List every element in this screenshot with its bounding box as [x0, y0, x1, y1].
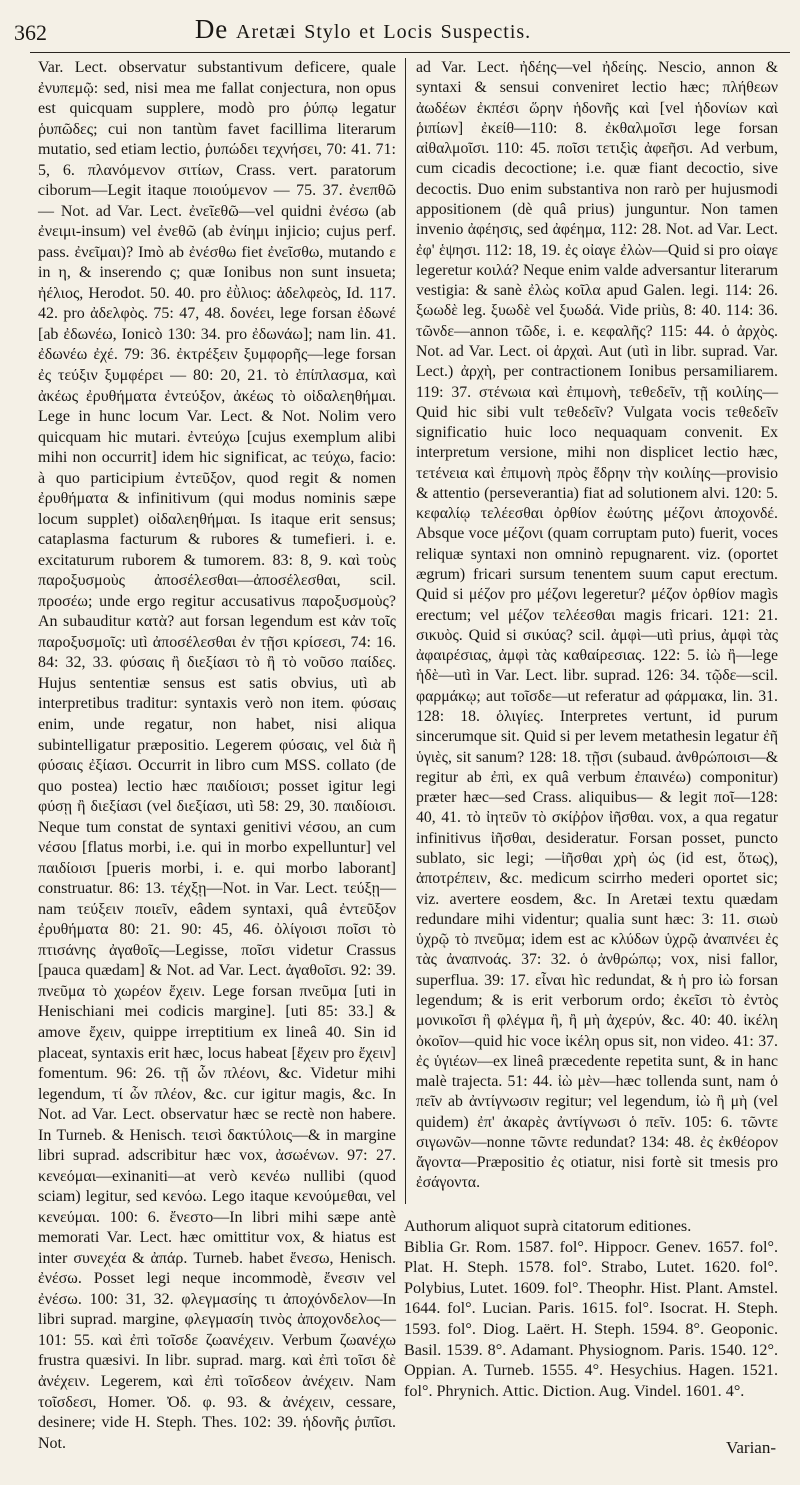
editions-list: Biblia Gr. Rom. 1587. fol°. Hippocr. Genev. 1657. fol°. Plat. H. Steph. 1578. fol°. Strabo, Lutet. 1620. fol°. Polybius, Lutet. 1609. fol°. Theophr. Hist. Plant. Amstel. 1644. fol°. Lucian. Paris. 1615. fol°. Isocrat. H. Steph. 1593. fol°. Diog. Laërt. H. Steph. 1594. 8°. Geoponic. Basil. 1539. 8°. Adamant. Physiognom. Paris. 1540. 12°. Oppian. A. Turneb. 1555. 4°. Hesychius. Hagen. 1521. fol°. Phrynich. Attic. Diction. Aug. Vindel. 1601. 4°. — [404, 1237, 778, 1400]
title-word: Aretæi — [236, 21, 297, 43]
column-divider — [405, 58, 406, 1204]
page-number: 362 — [14, 20, 47, 45]
left-column — [38, 58, 396, 1454]
title-word: Suspectis. — [440, 21, 532, 43]
header-rule — [30, 52, 790, 53]
running-head — [58, 14, 668, 45]
right-column — [416, 58, 778, 1194]
title-word: et — [359, 21, 376, 43]
catchword: Varian- — [725, 1438, 776, 1457]
title-word: Locis — [383, 21, 433, 43]
editions-heading: Authorum aliquot suprà citatorum editiones. — [404, 1217, 692, 1235]
title-word: Stylo — [304, 21, 352, 43]
editions-section — [404, 1216, 778, 1401]
left-column-text: Var. Lect. observatur substantivum deficere, quale ἐνυπεμῷ: sed, nisi mea me fallat conjectura, non opus est quicquam supplere, modò pro ῥύπῳ legatur ῥυπῶδες; cui non tantùm favet facillima literarum mutatio, sed etiam lectio, ῥυπώδει τεχνήσει, 70: 41. 71: 5, 6. πλανόμενον σιτίων, Crass. vert. paratorum ciborum—Legit itaque ποιούμενον — 75. 37. ἐνεπθῶ — Not. ad Var. Lect. ἐνεῖεθῶ—vel quidni ἐνέσω (ab ἐνειμι-insum) vel ἐνεθῶ (ab ἐνίημι injicio; cujus perf. pass. ἐνεῖμαι)? Imò ab ἐνέσθω fiet ἐνεῖσθω, mutando ε in η, & inserendo ς; quæ Ionibus non sunt insueta; ἠέλιος, Herodot. 50. 40. pro ἐῢλιος: ἀδελφεὸς, Id. 117. 42. pro ἀδελφὸς. 75: 47, 48. δονέει, lege forsan ἐδωνέ [ab ἐδωνέω, Ionicò 130: 34. pro ἐδωνάω]; nam lin. 41. ἐδωνέω ἐχέ. 79: 36. ἐκτρέξειν ξυμφορῆς—lege forsan ἐς τεύξιν ξυμφέρει — 80: 20, 21. τὸ ἐπίπλασμα, καὶ ἀκέως ἐρυθήματα ἐντεύξον, ἀκέως τὸ οἰδαλεηθήμαι. Lege in hunc locum Var. Lect. & Not. Nolim vero quicquam hic mutari. ἐντεύχω [cujus exemplum alibi mihi non occurrit] idem hic significat, ac τεύχω, facio: à quo participium ἐντεῦξον, quod regit & nomen ἐρυθήματα & infinitivum (qui modus nominis sæpe locum supplet) οἰδαλεηθήμαι. Is itaque erit sensus; cataplasma facturum & rubores & tumefieri. i. e. excitaturum ruborem & tumorem. 83: 8, 9. καὶ τοὺς παροξυσμοὺς ἀποσέλεσθαι—ἀποσέλεσθαι, scil. προσέω; unde ergo regitur accusativus παροξυσμοὺς? An subauditur κατὰ? aut forsan legendum est κἀν τοῖς παροξυσμοῖς: utì ἀποσέλεσθαι ἐν τῇσι κρίσεσι, 74: 16. 84: 32, 33. φύσαις ἢ διεξίασι τὸ ἢ τὸ νοῦσο παίδες. Hujus sententiæ sensus est satis obvius, utì ab interpretibus traditur: syntaxis verò non item. φύσαις enim, unde regatur, non habet, nisi aliqua subintelligatur præpositio. Legerem φύσαις, vel διὰ ἢ φύσαις ἐξίασι. Occurrit in libro cum MSS. collato (de quo postea) lectio hæc παιδίοισι; posset igitur legi φύσῃ ἢ διεξίασι (vel διεξίασι, utì 58: 29, 30. παιδίοισι. Neque tum constat de syntaxi genitivi νέσου, an cum νέσου [flatus morbi, i.e. qui in morbo expelluntur] vel παιδίοισι [pueris morbi, i. e. qui morbo laborant] construatur. 86: 13. τέχξῃ—Not. in Var. Lect. τεύξῃ—nam τεύξειν ποιεῖν, eâdem syntaxi, quâ ἐντεῦξον ἐρυθήματα 80: 21. 90: 45, 46. ὀλίγοισι ποῖσι τὸ πτισάνης ἀγαθοῖς—Legisse, ποῖσι videtur Crassus [pauca quædam] & Not. ad Var. Lect. ἀγαθοῖσι. 92: 39. πνεῦμα τὸ χωρέον ἔχειν. Lege forsan πνεῦμα [uti in Henischiani mei codicis margine]. [uti 85: 33.] & amove ἔχειν, quippe irreptitium ex lineâ 40. Sin id placeat, syntaxis erit hæc, locus habeat [ἔχειν pro ἔχειν] fomentum. 96: 26. τῇ ὧν πλέονι, &c. Videtur mihi legendum, τί ὧν πλέον, &c. cur igitur magis, &c. In Not. ad Var. Lect. observatur hæc se rectè non habere. In Turneb. & Henisch. τεισὶ δακτύλοις—& in margine libri suprad. adscribitur hæc vox, ἀσωένων. 97: 27. κενεόμαι—exinaniti—at verò κενέω nullibi (quod sciam) legitur, sed κενόω. Lego itaque κενούμεθαι, vel κενεύμαι. 100: 6. ἔνεστο—In libri mihi sæpe antè memorati Var. Lect. hæc omittitur vox, & hiatus est inter συνεχέα & ἀπάρ. Turneb. habet ἔνεσω, Henisch. ἐνέσω. Posset legi neque incommodè, ἔνεσιν vel ἐνέσω. 100: 31, 32. φλεγμασίης τι ἀποχόνδελον—In libri suprad. margine, φλεγμασίη τινὸς ἀποχονδελος—101: 55. καὶ ἐπὶ τοῖσδε ζωανέχειν. Verbum ζωανέχω frustra quæsivi. In libr. suprad. marg. καὶ ἐπὶ τοῖσι δὲ ἀνέχειν. Legerem, καὶ ἐπὶ τοῖσδεον ἀνέχειν. Nam τοῖσδεσι, Homer. Ὀδ. φ. 93. & ἀνέχειν, cessare, desinere; vide H. Steph. Thes. 102: 39. ἡδονῆς ῥιπῖσι. Not. — [38, 59, 396, 1452]
title-word: De — [194, 14, 229, 44]
right-column-text: ad Var. Lect. ἠδέης—vel ἠδείης. Nescio, annon & syntaxi & sensui conveniret lectio hæc; πλήθεων ἀωδέων ἐκπέσι ὥρην ἡδονῆς καὶ [vel ἡδονίων καὶ ῥιπίων] ἐκείθ—110: 8. ἐκθαλμοῖσι lege forsan αἰθαλμοῖσι. 110: 45. ποῖσι τετιξὶς ἀφεῆσι. Ad verbum, cum cicadis decoctione; i.e. quæ fiant decoctio, sive decoctis. Duo enim substantiva non rarò per hujusmodi appositionem (dè quâ prius) junguntur. Non tamen invenio ἀφέησις, sed ἀφέημα, 112: 28. Not. ad Var. Lect. ἐφ' ἑψησι. 112: 18, 19. ἐς οἰαγε ἐλὼν—Quid si pro οἰαγε legeretur κοιλά? Neque enim valde adversantur literarum vestigia: & sanè ἐλὼς κοῖλα apud Galen. legi. 114: 26. ξωωδὲ leg. ξυωδὲ vel ξυωδά. Vide priùs, 8: 40. 114: 36. τῶνδε—annon τῶδε, i. e. κεφαλῆς? 115: 44. ὁ ἀρχὸς. Not. ad Var. Lect. οἱ ἀρχαὶ. Aut (utì in libr. suprad. Var. Lect.) ἀρχὴ, per contractionem Ionibus persamiliarem. 119: 37. στένωια καὶ ἐπιμονὴ, τεθεδεῖν, τῇ κοιλίης—Quid hic sibi vult τεθεδεῖν? Vulgata vocis τεθεδεῖν significatio huic loco nequaquam convenit. Ex interpretum versione, mihi non displicet lectio hæc, τετένεια καὶ ἐπιμονὴ πρὸς ἔδρην τὴν κοιλίης—provisio & attentio (perseverantia) fiat ad solutionem alvi. 120: 5. κεφαλίῳ τελέεσθαι ὀρθίον ἐωύτης μέζονι ἀποχονδέ. Absque voce μέζονι (quam corruptam puto) fuerit, voces reliquæ syntaxi non omninò repugnarent. viz. (oportet ægrum) fricari sursum tenentem suum caput erectum. Quid si μέζον pro μέζονι legeretur? μέζον ὀρθίον magìs erectum; vel μέζον τελέεσθαι magis fricari. 121: 21. σικυὸς. Quid si σικύας? scil. ἀμφὶ—utì prius, ἀμφὶ τὰς ἀφαιρέσιας, ἀμφὶ τὰς καθαίρεσιας. 122: 5. ἰὼ ἢ—lege ἡδὲ—utì in Var. Lect. libr. suprad. 126: 34. τῷδε—scil. φαρμάκῳ; aut τοῖσδε—ut referatur ad φάρμακα, lin. 31. 128: 18. ὁλιγίες. Interpretes vertunt, id purum sincerumque sit. Quid si per levem metathesin legatur ἐῆ ὑγιὲς, sit sanum? 128: 18. τῇσι (subaud. ἀνθρώποισι—& regitur ab ἐπὶ, ex quâ verbum ἐπαινέω) componitur) præter hæc—sed Crass. aliquibus— & legit ποῖ—128: 40, 41. τὸ ἰητεῦν τὸ σκίῤῥον ἰῆσθαι. vox, a qua regatur infinitivus ἰῆσθαι, desideratur. Forsan posset, puncto sublato, sic legi; —ἰῆσθαι χρὴ ὡς (id est, ὅτως), ἀποτρέπειν, &c. medicum scirrho mederi oportet sic; viz. avertere eosdem, &c. In Aretæi textu quædam redundare mihi videntur; qualia sunt hæc: 3: 11. σιωὺ ὑχρῷ τὸ πνεῦμα; idem est ac κλύδων ὑχρῷ ἀναπνέει ἐς τὰς ἀναπνοάς. 37: 32. ὁ ἀνθρώπῳ; vox, nisi fallor, superflua. 39: 17. εἶναι hìc redundat, & ἡ pro ἰὼ forsan legendum; & is erit verborum ordo; ἐκεῖσι τὸ ἐντὸς μονικοῖσι ἢ φλέγμα ἢ, ἢ μὴ ἀχερύν, &c. 40: 40. ἰκέλη ὀκοῖον—quid hic voce ἰκέλη opus sit, non video. 41: 37. ἐς ὑγιέων—ex lineâ præcedente repetita sunt, & in hanc malè trajecta. 51: 44. ἰὼ μὲν—hæc tollenda sunt, nam ὁ πεῖν ab ἀντίγνωσιν regitur; vel legendum, ἰὼ ἢ μὴ (vel quidem) ἐπ' ἀκαρὲς ἀντίγνωσι ὁ πεῖν. 105: 6. τῶντε σιγωνῶν—nonne τῶντε redundat? 134: 48. ἐς ἐκθέορον ἄγοντα—Præpositio ἐς otiatur, nisi fortè sit tmesis pro ἐσάγοντα. — [416, 59, 778, 1192]
